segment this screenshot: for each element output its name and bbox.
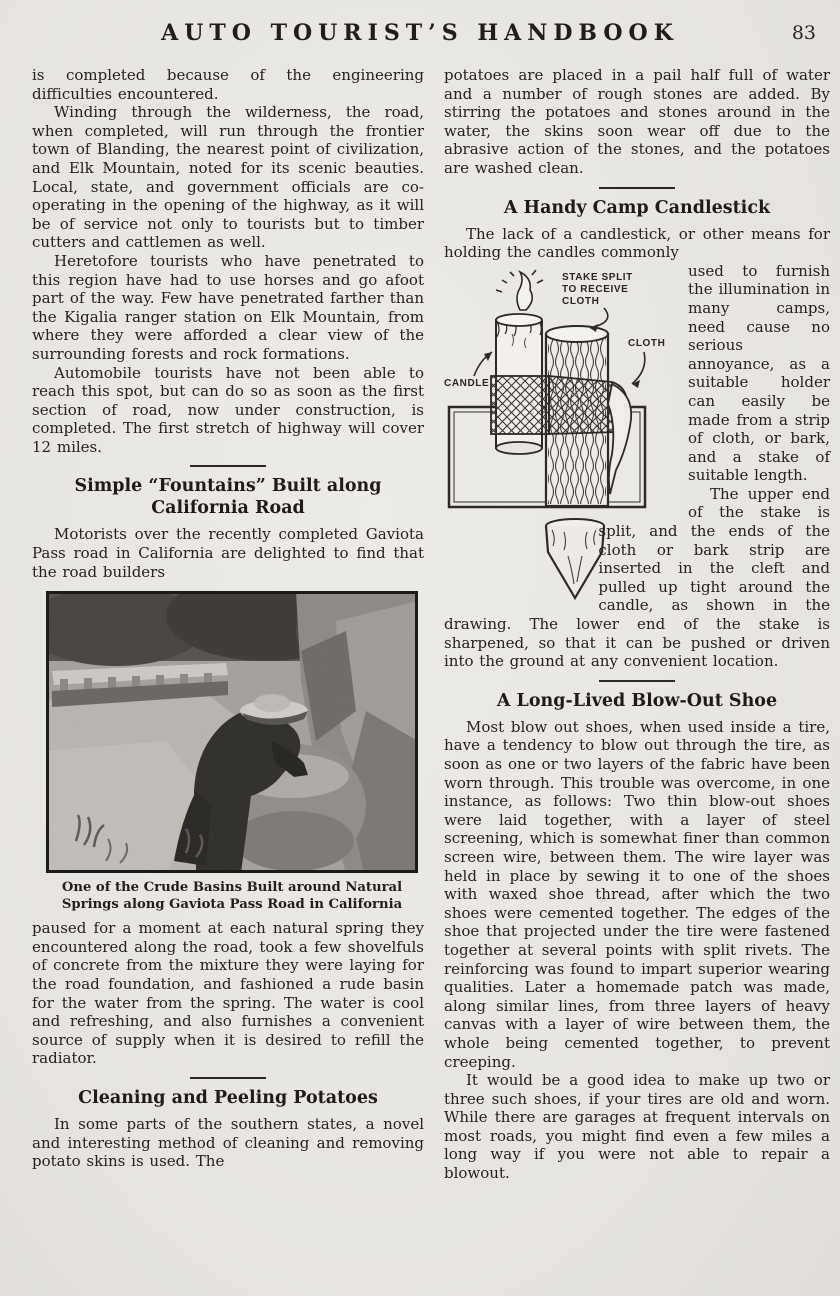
candle-label: CANDLE	[444, 377, 490, 389]
stake-label-line3: CLOTH	[562, 295, 600, 307]
right-column	[444, 66, 830, 1183]
paragraph-fountains-1: Motorists over the recently completed Gaviota Pass road in California are delighted to find that the road builders	[32, 525, 424, 581]
stake-label-line2: TO RECEIVE	[562, 283, 629, 295]
photo-figure	[46, 591, 418, 913]
page-number: 83	[791, 22, 816, 44]
paragraph-fountains-2: paused for a moment at each natural spring they encountered along the road, took a few shovelfuls of concrete from the mixture they were laying for the road foundation, and fashioned a rude basin for the water from the spring. The water is cool and refreshing, and also furnishes a convenient source of supply when it is desired to refill the radiator.	[32, 919, 424, 1068]
paragraph-road-4: Automobile tourists have not been able to reach this spot, but can do so as soon as the first section of road, now under construction, is completed. The first stretch of highway will cover 12 miles.	[32, 363, 424, 456]
paragraph-candlestick-1: The lack of a candlestick, or other means for holding the candles commonly	[444, 224, 830, 262]
left-column	[32, 66, 424, 1183]
stake-label-line1: STAKE SPLIT	[562, 271, 633, 283]
heading-potatoes: Cleaning and Peeling Potatoes	[78, 1088, 378, 1108]
section-divider	[190, 465, 266, 467]
page-header	[0, 0, 840, 58]
paragraph-road-3: Heretofore tourists who have penetrated to this region have had to use horses and go afoot part of the way. Few have penetrated farther than the Kigalia ranger station on Elk Mountain, from where they were afforded a clear view of the surrounding forests and rock formations.	[32, 251, 424, 363]
spring-basin-photo-illustration	[46, 591, 418, 873]
candlestick-section	[444, 262, 830, 671]
two-column-body	[0, 58, 840, 1183]
paragraph-candlestick-3: The upper end of the stake is split, and the ends of the cloth or bark strip are inserted in the cleft and pulled up tight around the candle, as shown in the drawing. The lower end of the stake is sharpened, so that it can be pushed or driven into the ground at any convenient location.	[444, 484, 830, 671]
paragraph-candlestick-2: used to furnish the illumination in many camps, need cause no serious annoyance, as a suitable holder can easily be made from a strip of cloth, or bark, and a stake of suitable length.	[688, 261, 830, 485]
photo-caption: One of the Crude Basins Built around Natural Springs along Gaviota Pass Road in California	[61, 880, 403, 912]
cloth-label: CLOTH	[628, 337, 666, 349]
page-title: AUTO TOURIST’S HANDBOOK	[161, 20, 679, 46]
heading-blowout: A Long-Lived Blow-Out Shoe	[496, 690, 778, 711]
heading-fountains: Simple “Fountains” Built along California Road	[74, 476, 382, 519]
paragraph-blowout-1: Most blow out shoes, when used inside a tire, have a tendency to blow out through the tire, as soon as one or two layers of the fabric have been worn through. This trouble was overcome, in one instance, as follows: Two thin blow-out shoes were laid together, with a layer of steel screening, which is somewhat finer than common screen wire, between them. The wire layer was held in place by sewing it to one of the shoes with waxed shoe thread, after which the two shoes were cemented together. The edges of the shoe that projected under the tire were fastened together at several points with split rivets. The reinforcing was found to impart superior wearing qualities. Later a homemade patch was made, along similar lines, from three layers of heavy canvas with a layer of wire between them, the whole being cemented together, to prevent creeping.	[444, 717, 830, 1071]
paragraph-potatoes-2: potatoes are placed in a pail half full of water and a number of rough stones are added. By stirring the potatoes and stones around in the water, the skins soon wear off due to the abrasive action of the stones, and the potatoes are washed clean.	[444, 66, 830, 177]
article-photo	[46, 591, 418, 873]
section-divider	[599, 680, 675, 682]
paragraph-road-1: is completed because of the engineering difficulties encountered.	[32, 66, 424, 103]
section-divider	[599, 187, 675, 189]
heading-candlestick: A Handy Camp Candlestick	[503, 197, 771, 218]
section-divider	[190, 1077, 266, 1079]
paragraph-blowout-2: It would be a good idea to make up two or three such shoes, if your tires are old and worn. While there are garages at frequent intervals on most roads, you might find even a few miles a long way if you were not able to repair a blowout.	[444, 1071, 830, 1183]
paragraph-potatoes-1: In some parts of the southern states, a novel and interesting method of cleaning and removing potato skins is used. The	[32, 1115, 424, 1171]
paragraph-road-2: Winding through the wilderness, the road, when completed, will run through the frontier town of Blanding, the nearest point of civilization, and Elk Mountain, noted for its scenic beauties. Local, state, and government officials are co-operating in the opening of the highway, as it will be of service not only to tourists but to timber cutters and cattlemen as well.	[32, 103, 424, 252]
